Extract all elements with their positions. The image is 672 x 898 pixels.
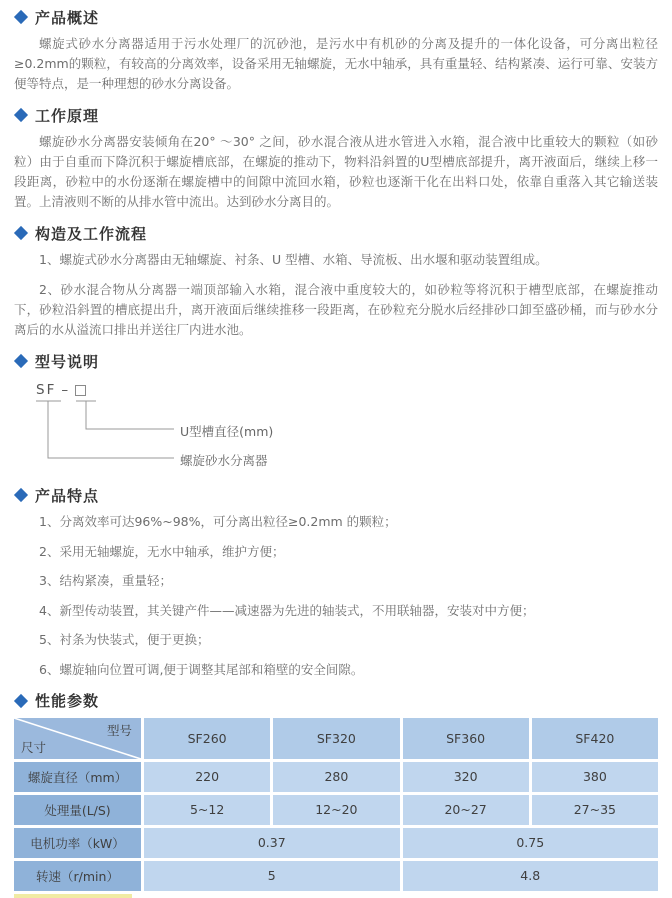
table-value: 320 — [403, 762, 529, 792]
table-value-merged: 4.8 — [403, 861, 659, 891]
feature-item: 1、分离效率可达96%~98%，可分离出粒径≥0.2mm 的颗粒； — [39, 514, 397, 529]
model-column-header: SF360 — [403, 718, 529, 759]
table-value: 380 — [532, 762, 658, 792]
diamond-icon — [14, 108, 28, 122]
diamond-icon — [14, 226, 28, 240]
feature-item: 5、衬条为快装式，便于更换； — [39, 632, 210, 647]
table-value-merged: 5 — [144, 861, 400, 891]
feature-item: 3、结构紧凑，重量轻； — [39, 573, 172, 588]
model-column-header: SF260 — [144, 718, 270, 759]
section-title: 产品特点 — [35, 486, 100, 505]
row-label: 电机功率（kW） — [14, 828, 141, 858]
structure-item: 2、砂水混合物从分离器一端顶部输入水箱，混合液中重度较大的，如砂粒等将沉积于槽型底部，在螺旋推动下，砂粒沿斜置的槽底提出升，离开液面后继续推移一段距离，在砂粒充分脱水后经排砂口卸至盛砂桶，而与砂水分离后的水从溢流口排出并送往厂内进水池。 — [14, 282, 658, 337]
model-prefix: SF — [36, 382, 57, 398]
connector-lines — [14, 378, 672, 474]
section-header-performance — [14, 691, 658, 711]
feature-item: 2、采用无轴螺旋，无水中轴承，维护方便； — [39, 543, 285, 559]
structure-item: 1、螺旋式砂水分离器由无轴螺旋、衬条、U 型槽、水箱、导流板、出水堰和驱动装置组成。 — [39, 252, 548, 267]
placeholder-box-icon — [75, 385, 86, 396]
corner-size-label: 尺寸 — [21, 739, 47, 755]
table-value: 220 — [144, 762, 270, 792]
box-diameter-label: U型槽直径(mm) — [180, 424, 274, 439]
diamond-icon — [14, 10, 28, 24]
document-page — [6, 0, 666, 884]
feature-item: 4、新型传动装置，其关键产件——减速器为先进的轴装式，不用联轴器，安装对中方便； — [39, 602, 535, 618]
principle-paragraph: 螺旋砂水分离器安装倾角在20° ～30° 之间，砂水混合液从进水管进入水箱，混合液中比重较大的颗粒（如砂粒）由于自重而下降沉积于螺旋槽底部，在螺旋的推动下，物料沿斜置的U型槽底部提升，离开液面后，继续上移一段距离，砂粒中的水份逐渐在螺旋槽中的间隙中流回水箱，砂粒也逐渐干化在出料口处，依靠自重落入其它输送装置。上清液则不断的从排水管中流出。达到砂水分离目的。 — [14, 134, 658, 209]
corner-model-label: 型号 — [106, 722, 132, 738]
overview-paragraph: 螺旋式砂水分离器适用于污水处理厂的沉砂池，是污水中有机砂的分离及提升的一体化设备，可分离出粒径≥0.2mm的颗粒，有较高的分离效率，设备采用无轴螺旋，无水中轴承，具有重量轻、结构紧凑、运行可靠、安装方便等特点，是一种理想的砂水分离设备。 — [14, 36, 658, 91]
section-title: 构造及工作流程 — [35, 224, 148, 243]
diamond-icon — [14, 354, 28, 368]
table-corner-cell — [14, 718, 141, 759]
section-title: 工作原理 — [35, 106, 100, 125]
section-title: 型号说明 — [35, 352, 100, 371]
table-value-merged: 0.75 — [403, 828, 659, 858]
model-code-diagram — [14, 378, 658, 474]
table-value: 280 — [273, 762, 399, 792]
diamond-icon — [14, 488, 28, 502]
prefix-meaning-label: 螺旋砂水分离器 — [180, 453, 268, 468]
section-header-features — [14, 485, 658, 505]
table-value: 20~27 — [403, 795, 529, 825]
performance-table — [14, 718, 658, 891]
table-value: 27~35 — [532, 795, 658, 825]
model-code — [36, 382, 86, 398]
model-column-header: SF320 — [273, 718, 399, 759]
model-column-header: SF420 — [532, 718, 658, 759]
section-header-principle — [14, 105, 658, 125]
row-label: 螺旋直径（mm） — [14, 762, 141, 792]
table-value: 5~12 — [144, 795, 270, 825]
section-title: 产品概述 — [35, 8, 100, 27]
table-value-merged: 0.37 — [144, 828, 400, 858]
section-title: 性能参数 — [35, 692, 100, 710]
row-label: 转速（r/min） — [14, 861, 141, 891]
model-dash: – — [61, 382, 71, 398]
table-value: 12~20 — [273, 795, 399, 825]
diamond-icon — [14, 693, 28, 707]
row-label: 处理量(L/S) — [14, 795, 141, 825]
section-header-structure — [14, 223, 658, 243]
feature-item: 6、螺旋轴向位置可调,便于调整其尾部和箱壁的安全间隙。 — [39, 661, 364, 677]
section-header-overview — [14, 7, 658, 27]
section-header-model — [14, 351, 658, 371]
next-section-highlight-strip — [14, 894, 132, 898]
